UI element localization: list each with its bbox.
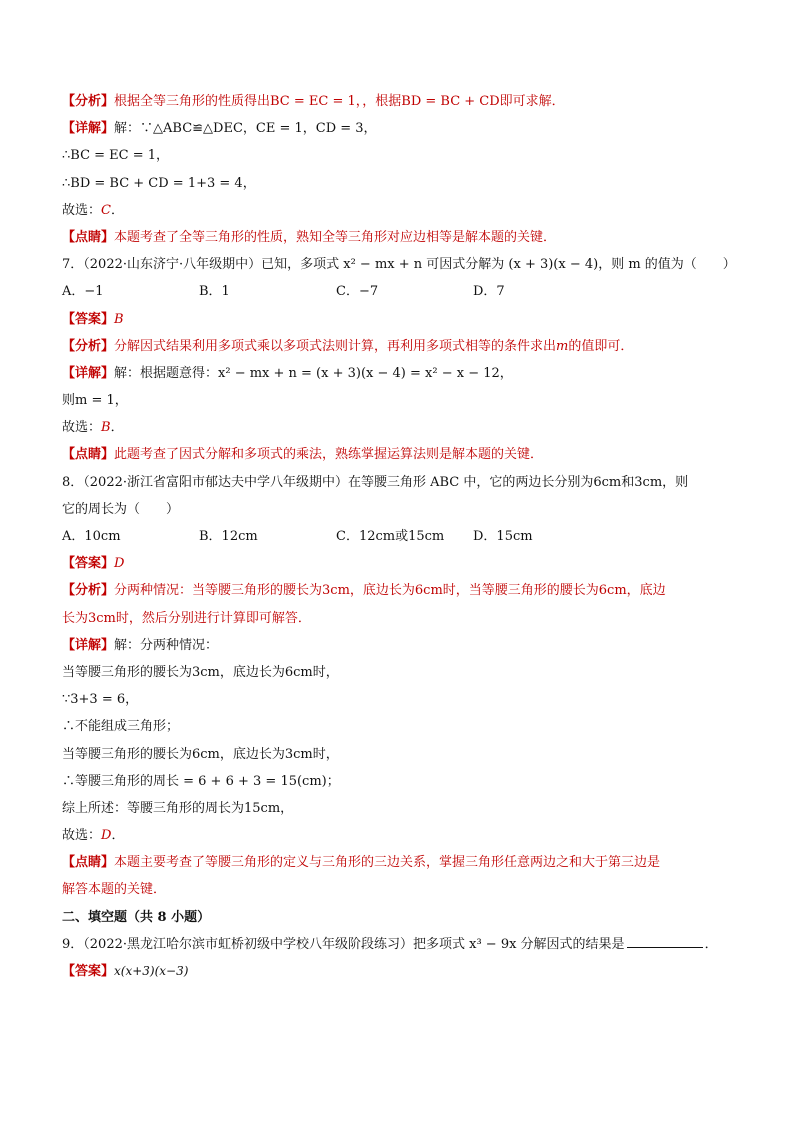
section-title: 二、填空题（共 8 小题） bbox=[62, 909, 211, 925]
q8-analysis-line1 bbox=[62, 577, 732, 604]
q8-step3: ∴不能组成三角形； bbox=[62, 719, 180, 735]
q7-option-a: A．−1 bbox=[62, 284, 104, 300]
q8-option-a: A．10cm bbox=[62, 529, 121, 544]
q6-choice bbox=[62, 197, 732, 224]
choice-prefix: 故选： bbox=[62, 202, 102, 218]
analysis-tag: 【分析】 bbox=[62, 583, 115, 599]
q7-comment bbox=[62, 441, 732, 468]
q8-stem-line2: 它的周长为（ ） bbox=[62, 501, 180, 517]
comment-text: 本题考查了全等三角形的性质，熟知全等三角形对应边相等是解本题的关键． bbox=[114, 229, 557, 245]
q9-stem-text: 9．（2022·黑龙江哈尔滨市虹桥初级中学校八年级阶段练习）把多项式 x³ − 9x 分解因式的结果是 bbox=[62, 936, 625, 952]
q8-option-c: C．12cm或15cm bbox=[336, 529, 445, 544]
q8-option-d: D．15cm bbox=[473, 529, 533, 544]
analysis-text: 分解因式结果利用多项式乘以多项式法则计算，再利用多项式相等的条件求出 bbox=[114, 338, 557, 354]
q8-step2: ∵3+3 = 6， bbox=[62, 692, 139, 708]
detail-tag: 【详解】 bbox=[62, 365, 115, 381]
comment-tag: 【点睛】 bbox=[62, 855, 115, 871]
document-page bbox=[62, 88, 736, 985]
q8-step1: 当等腰三角形的腰长为3cm，底边长为6cm时， bbox=[62, 664, 339, 680]
q6-step2: ∴BD = BC + CD = 1+3 = 4， bbox=[62, 175, 256, 191]
q7-detail bbox=[62, 360, 732, 387]
q9-stem bbox=[62, 931, 732, 958]
detail-text: 解：根据题意得：x² − mx + n = (x + 3)(x − 4) = x² − x − 12， bbox=[114, 365, 513, 381]
q6-detail bbox=[62, 115, 732, 142]
detail-text: 解：∵△ABC≌△DEC，CE = 1，CD = 3， bbox=[114, 121, 377, 137]
choice-letter: C bbox=[101, 202, 111, 218]
q8-analysis-line2: 长为3cm时，然后分别进行计算即可解答． bbox=[62, 610, 311, 626]
q7-options bbox=[62, 278, 732, 305]
q9-answer bbox=[62, 958, 732, 985]
answer-tag: 【答案】 bbox=[62, 556, 115, 572]
answer-value: x(x+3)(x−3) bbox=[114, 964, 189, 978]
analysis-tag: 【分析】 bbox=[62, 338, 115, 354]
q8-step6: 综上所述：等腰三角形的周长为15cm， bbox=[62, 800, 294, 816]
answer-value: D bbox=[114, 556, 125, 572]
detail-text: 解：分两种情况： bbox=[114, 637, 219, 653]
analysis-variable: m bbox=[556, 338, 569, 354]
q7-option-d: D．7 bbox=[473, 284, 505, 300]
choice-letter: D bbox=[101, 828, 112, 844]
analysis-text: 分两种情况：当等腰三角形的腰长为3cm，底边长为6cm时，当等腰三角形的腰长为6cm，底边 bbox=[114, 583, 666, 599]
q7-stem: 7．（2022·山东济宁·八年级期中）已知，多项式 x² − mx + n 可因式分解为 (x + 3)(x − 4)，则 m 的值为（ ） bbox=[62, 257, 736, 273]
analysis-tag: 【分析】 bbox=[62, 94, 115, 109]
analysis-end: 的值即可． bbox=[568, 338, 634, 354]
comment-tag: 【点睛】 bbox=[62, 229, 115, 245]
q6-analysis bbox=[62, 88, 732, 115]
q8-answer bbox=[62, 550, 732, 577]
q8-option-b: B．12cm bbox=[199, 529, 258, 544]
q7-option-c: C．−7 bbox=[336, 284, 379, 300]
q6-step1: ∴BC = EC = 1， bbox=[62, 148, 170, 164]
choice-suffix: ． bbox=[110, 420, 124, 436]
q8-choice bbox=[62, 822, 732, 849]
q8-comment-line1 bbox=[62, 849, 732, 876]
q7-option-b: B．1 bbox=[199, 284, 230, 300]
q7-step1: 则m = 1， bbox=[62, 393, 128, 409]
answer-blank bbox=[627, 933, 703, 948]
q7-analysis bbox=[62, 333, 732, 360]
q7-choice bbox=[62, 414, 732, 441]
choice-suffix: ． bbox=[111, 828, 125, 844]
q9-stem-end: ． bbox=[704, 936, 718, 952]
q8-options bbox=[62, 523, 732, 550]
analysis-text: 根据全等三角形的性质得出BC = EC = 1，，根据BD = BC + CD即可求解． bbox=[114, 94, 565, 109]
comment-tag: 【点睛】 bbox=[62, 447, 115, 463]
q8-detail bbox=[62, 632, 732, 659]
answer-tag: 【答案】 bbox=[62, 311, 115, 327]
choice-suffix: ． bbox=[110, 202, 124, 218]
detail-tag: 【详解】 bbox=[62, 121, 115, 137]
choice-prefix: 故选： bbox=[62, 828, 102, 844]
choice-letter: B bbox=[101, 420, 111, 436]
comment-text: 此题考查了因式分解和多项式的乘法，熟练掌握运算法则是解本题的关键． bbox=[114, 447, 544, 463]
q8-step4: 当等腰三角形的腰长为6cm，底边长为3cm时， bbox=[62, 746, 339, 762]
answer-value: B bbox=[114, 311, 124, 327]
comment-text: 本题主要考查了等腰三角形的定义与三角形的三边关系，掌握三角形任意两边之和大于第三边是 bbox=[114, 855, 661, 871]
detail-tag: 【详解】 bbox=[62, 637, 115, 653]
q8-step5: ∴等腰三角形的周长 = 6 + 6 + 3 = 15(cm)； bbox=[62, 773, 340, 789]
q7-answer bbox=[62, 306, 732, 333]
choice-prefix: 故选： bbox=[62, 420, 102, 436]
q8-stem-line1: 8．（2022·浙江省富阳市郁达夫中学八年级期中）在等腰三角形 ABC 中，它的两边长分别为6cm和3cm，则 bbox=[62, 474, 689, 490]
q6-comment bbox=[62, 224, 732, 251]
answer-tag: 【答案】 bbox=[62, 964, 115, 979]
q8-comment-line2: 解答本题的关键． bbox=[62, 882, 167, 898]
